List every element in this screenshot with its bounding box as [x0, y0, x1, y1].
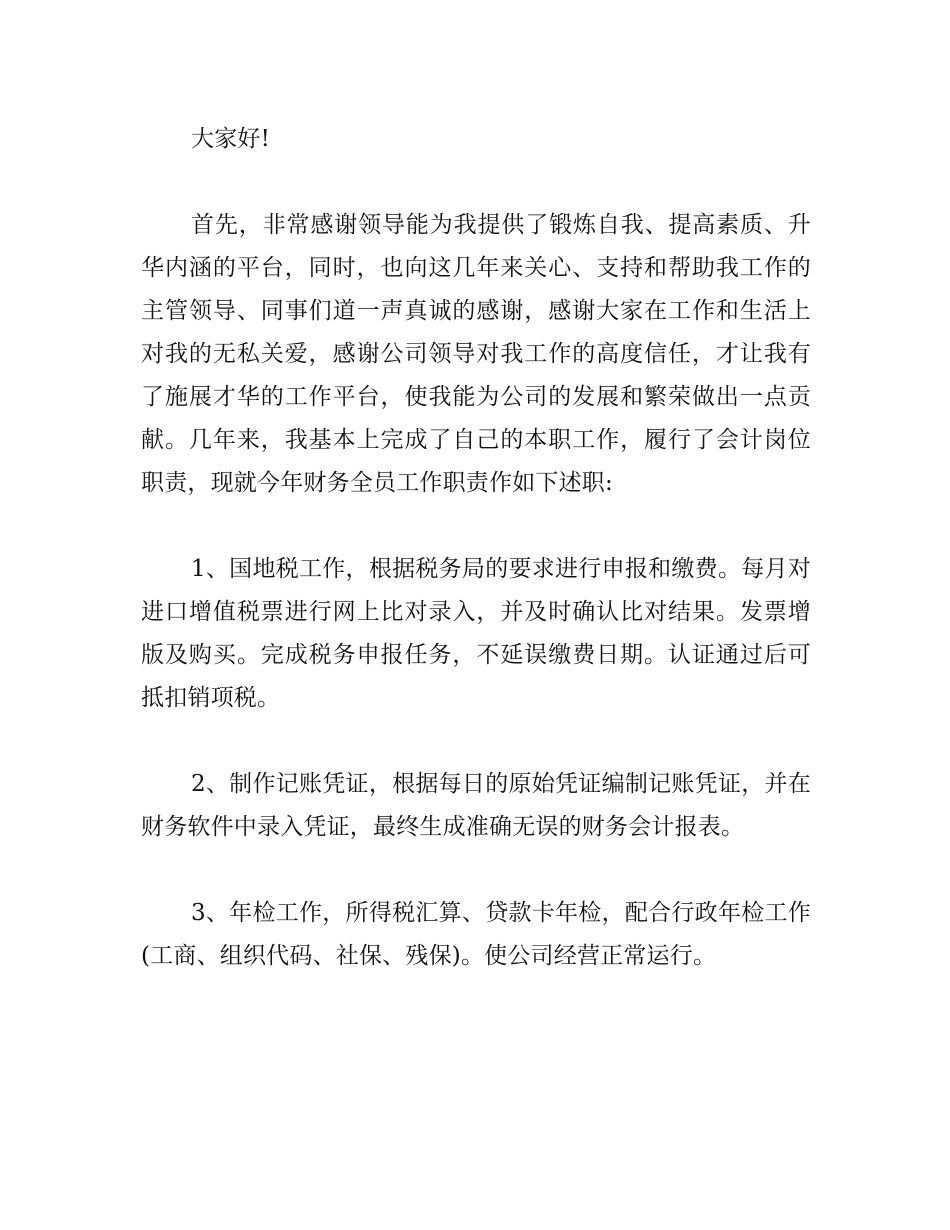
duty-paragraph-2: 2、制作记账凭证，根据每日的原始凭证编制记账凭证，并在财务软件中录入凭证，最终生成准确无误的财务会计报表。	[141, 771, 811, 840]
intro-paragraph: 首先，非常感谢领导能为我提供了锻炼自我、提高素质、升华内涵的平台，同时，也向这几年来关心、支持和帮助我工作的主管领导、同事们道一声真诚的感谢，感谢大家在工作和生活上对我的无私关爱，感谢公司领导对我工作的高度信任，才让我有了施展才华的工作平台，使我能为公司的发展和繁荣做出一点贡献。几年来，我基本上完成了自己的本职工作，履行了会计岗位职责，现就今年财务全员工作职责作如下述职:	[141, 212, 811, 496]
document-body	[141, 118, 811, 978]
duty-paragraph-3: 3、年检工作，所得税汇算、贷款卡年检，配合行政年检工作(工商、组织代码、社保、残保)。使公司经营正常运行。	[141, 900, 811, 969]
greeting-paragraph: 大家好!	[191, 126, 271, 152]
duty-paragraph-1: 1、国地税工作，根据税务局的要求进行申报和缴费。每月对进口增值税票进行网上比对录入，并及时确认比对结果。发票增版及购买。完成税务申报任务，不延误缴费日期。认证通过后可抵扣销项税。	[141, 556, 811, 711]
